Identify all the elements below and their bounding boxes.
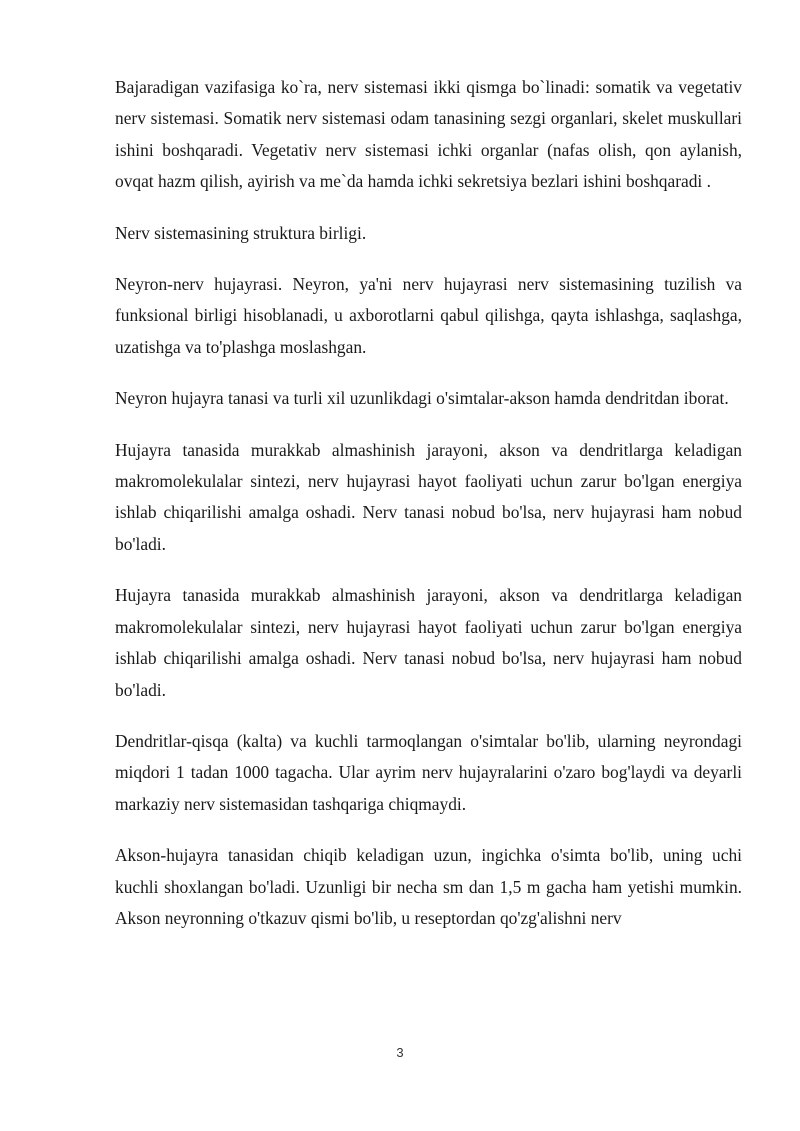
paragraph-structural-unit-heading: Nerv sistemasining struktura birligi. — [115, 222, 367, 243]
paragraph-cell-body-function: Hujayra tanasida murakkab almashinish jarayoni, akson va dendritlarga keladigan makromolekulalar sintezi, nerv hujayrasi hayot faoliyati uchun zarur bo'lgan energiya ishlab chiqarilishi amalga oshadi. Nerv tanasi nobud bo'lsa, nerv hujayrasi ham nobud bo'ladi. — [115, 439, 742, 554]
paragraph-neuron-composition: Neyron hujayra tanasi va turli xil uzunlikdagi o'simtalar-akson hamda dendritdan iborat. — [115, 388, 729, 409]
paragraph-neuron-definition: Neyron-nerv hujayrasi. Neyron, ya'ni nerv hujayrasi nerv sistemasining tuzilish va funksional birligi hisoblanadi, u axborotlarni qabul qilishga, qayta ishlashga, saqlashga, uzatishga va to'plashga moslashgan. — [115, 274, 742, 357]
paragraph-axon: Akson-hujayra tanasidan chiqib keladigan uzun, ingichka o'simta bo'lib, uning uchi kuchli shoxlangan bo'ladi. Uzunligi bir necha sm dan 1,5 m gacha ham yetishi mumkin. Akson neyronning o'tkazuv qismi bo'lib, u reseptordan qo'zg'alishni nerv — [115, 845, 742, 928]
page-body — [115, 72, 742, 954]
paragraph-cell-body-function-repeat: Hujayra tanasida murakkab almashinish jarayoni, akson va dendritlarga keladigan makromolekulalar sintezi, nerv hujayrasi hayot faoliyati uchun zarur bo'lgan energiya ishlab chiqarilishi amalga oshadi. Nerv tanasi nobud bo'lsa, nerv hujayrasi ham nobud bo'ladi. — [115, 585, 742, 700]
paragraph-dendrites: Dendritlar-qisqa (kalta) va kuchli tarmoqlangan o'simtalar bo'lib, ularning neyrondagi miqdori 1 tadan 1000 tagacha. Ular ayrim nerv hujayralarini o'zaro bog'laydi va deyarli markaziy nerv sistemasidan tashqariga chiqmaydi. — [115, 730, 742, 814]
paragraph-nervous-system-division: Bajaradigan vazifasiga ko`ra, nerv sistemasi ikki qismga bo`linadi: somatik va vegetativ nerv sistemasi. Somatik nerv sistemasi odam tanasining sezgi organlari, skelet muskullari ishini boshqaradi. Vegetativ nerv sistemasi ichki organlar (nafas olish, qon aylanish, ovqat hazm qilish, ayirish va me`da hamda ichki sekretsiya bezlari ishini boshqaradi . — [115, 77, 742, 192]
page-number: 3 — [396, 1045, 404, 1060]
